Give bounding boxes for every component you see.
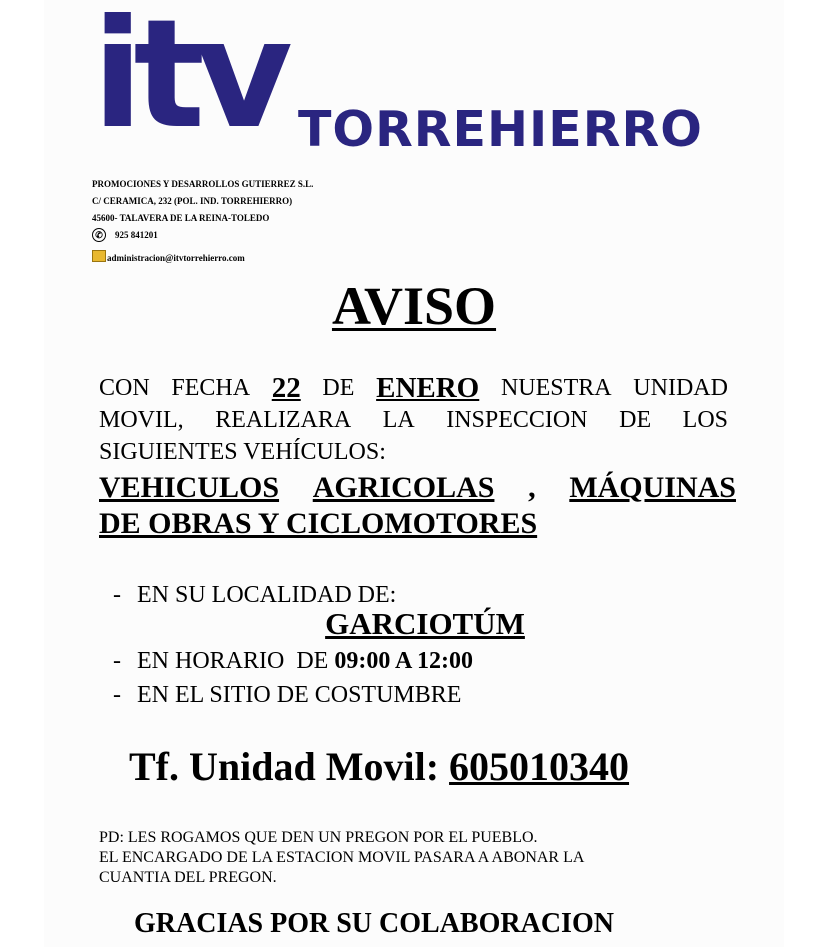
bullet-place xyxy=(113,680,461,710)
company-city: 45600- TALAVERA DE LA REINA-TOLEDO xyxy=(92,213,270,223)
mobile-label: Tf. Unidad Movil: xyxy=(129,744,440,789)
notice-day: 22 xyxy=(271,372,301,404)
company-email[interactable]: administracion@itvtorrehierro.com xyxy=(107,253,245,263)
word: , xyxy=(528,471,536,504)
postscript xyxy=(99,828,584,888)
schedule-label: EN HORARIO DE xyxy=(137,648,329,674)
logo-name: TORREHIERRO xyxy=(298,101,703,158)
notice-title-wrap xyxy=(0,276,828,336)
word: MOVIL, xyxy=(99,407,184,433)
phone-line xyxy=(92,228,158,242)
word: CON xyxy=(99,375,150,401)
mobile-number[interactable]: 605010340 xyxy=(449,744,630,789)
notice-month: ENERO xyxy=(376,372,480,404)
vehicles-line-2 xyxy=(99,506,736,542)
word: FECHA xyxy=(171,375,251,401)
mobile-unit-phone xyxy=(129,740,629,794)
notice-title: AVISO xyxy=(331,276,497,336)
vehicles-line-1 xyxy=(99,470,736,506)
locality-wrap xyxy=(0,606,828,642)
locality-name: GARCIOTÚM xyxy=(325,606,525,641)
word: INSPECCION xyxy=(446,407,588,433)
word: VEHICULOS xyxy=(99,471,280,504)
word: REALIZARA xyxy=(215,407,352,433)
word: DE xyxy=(619,407,652,433)
pd-line-1: PD: LES ROGAMOS QUE DEN UN PREGON POR EL PUEBLO. xyxy=(99,829,538,846)
pd-line-2: EL ENCARGADO DE LA ESTACION MOVIL PASARA A ABONAR LA xyxy=(99,849,585,866)
bullet-schedule xyxy=(113,646,473,676)
mail-icon xyxy=(92,250,106,262)
logo-mark: itv xyxy=(92,0,283,162)
locality-label: EN SU LOCALIDAD DE: xyxy=(137,582,397,608)
company-address: C/ CERAMICA, 232 (POL. IND. TORREHIERRO) xyxy=(92,196,293,206)
company-info xyxy=(92,176,313,227)
word: LOS xyxy=(682,407,728,433)
bullet-dash: - xyxy=(113,648,121,674)
word: AGRICOLAS xyxy=(312,471,495,504)
paragraph-line-2 xyxy=(99,404,728,436)
vehicle-types xyxy=(99,470,736,542)
phone-icon: ✆ xyxy=(92,228,106,242)
word: DE xyxy=(322,375,355,401)
paragraph-line-1 xyxy=(99,372,728,404)
bullet-dash: - xyxy=(113,582,121,608)
notice-paragraph xyxy=(99,372,728,468)
word: LA xyxy=(382,407,415,433)
place-text: EN EL SITIO DE COSTUMBRE xyxy=(137,682,462,708)
pd-line-3: CUANTIA DEL PREGON. xyxy=(99,869,277,886)
word: NUESTRA xyxy=(500,375,612,401)
thanks-text: GRACIAS POR SU COLABORACION xyxy=(134,908,614,939)
company-name: PROMOCIONES Y DESARROLLOS GUTIERREZ S.L. xyxy=(92,179,314,189)
bullet-dash: - xyxy=(113,682,121,708)
schedule-hours: 09:00 A 12:00 xyxy=(334,648,473,674)
itv-logo xyxy=(92,0,747,162)
word: DE OBRAS Y CICLOMOTORES xyxy=(99,507,538,540)
email-line xyxy=(92,252,245,264)
paragraph-line-3: SIGUIENTES VEHÍCULOS: xyxy=(99,439,386,465)
word: UNIDAD xyxy=(633,375,728,401)
word: MÁQUINAS xyxy=(569,471,736,504)
company-phone: 925 841201 xyxy=(115,230,158,240)
